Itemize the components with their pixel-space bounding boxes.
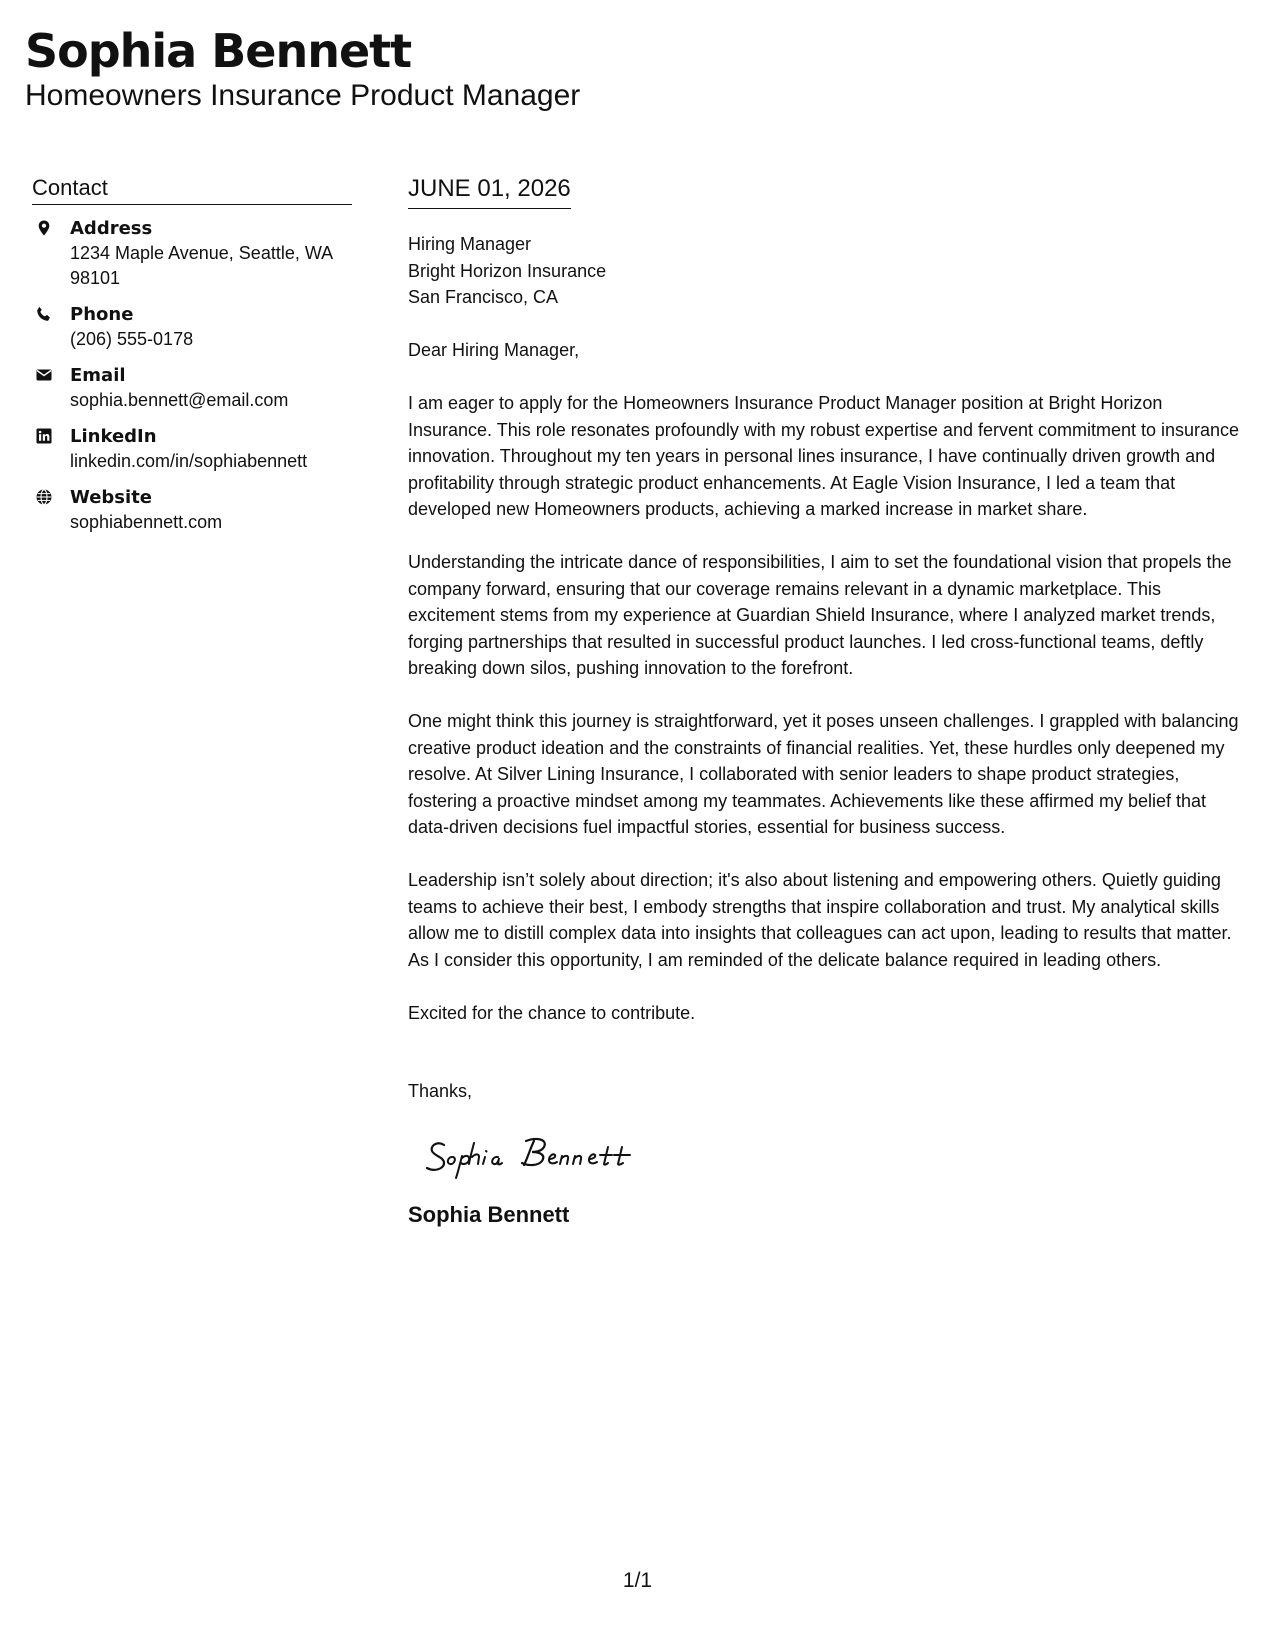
letter-body [408, 174, 1248, 1229]
contact-address [32, 217, 352, 291]
contact-label-phone: Phone [70, 304, 134, 325]
letter-date: JUNE 01, 2026 [408, 174, 571, 209]
document-header [25, 22, 580, 114]
linkedin-icon [35, 427, 53, 445]
contact-sidebar [32, 174, 352, 547]
contact-label-linkedin: LinkedIn [70, 426, 157, 447]
applicant-title: Homeowners Insurance Product Manager [25, 79, 581, 112]
phone-icon [35, 305, 53, 323]
contact-linkedin [32, 425, 352, 474]
globe-icon [35, 488, 53, 506]
contact-label-email: Email [70, 365, 126, 386]
recipient-line: Hiring Manager [408, 234, 532, 254]
letter-paragraph: I am eager to apply for the Homeowners Insurance Product Manager position at Bright Horizon Insurance. This role resonates profoundly with my robust expertise and fervent commitment to insurance innovation. Throughout my ten years in personal lines insurance, I have continually driven growth and profitability through strategic product enhancements. At Eagle Vision Insurance, I led a team that developed new Homeowners products, achieving a marked increase in market share. [408, 393, 1240, 519]
envelope-icon [35, 366, 53, 384]
map-marker-icon [35, 219, 53, 237]
contact-value-email: sophia.bennett@email.com [70, 390, 289, 410]
contact-heading: Contact [32, 174, 352, 205]
contact-website [32, 486, 352, 535]
letter-closing-line: Excited for the chance to contribute. [408, 1002, 696, 1023]
letter-paragraph: Understanding the intricate dance of responsibilities, I aim to set the foundational vision that propels the company forward, ensuring that our coverage remains relevant in a dynamic marketplace. This excitement stems from my experience at Guardian Shield Insurance, where I analyzed market trends, forging partnerships that resulted in successful product launches. I led cross-functional teams, deftly breaking down silos, pushing innovation to the forefront. [408, 552, 1232, 678]
recipient-line: San Francisco, CA [408, 287, 559, 307]
letter-paragraph: One might think this journey is straightforward, yet it poses unseen challenges. I grappled with balancing creative product ideation and the constraints of financial realities. Yet, these hurdles only deepened my resolve. At Silver Lining Insurance, I collaborated with senior leaders to shape product strategies, fostering a proactive mindset among my teammates. Achievements like these affirmed my belief that data-driven decisions fuel impactful stories, essential for business success. [408, 711, 1239, 837]
contact-value-linkedin: linkedin.com/in/sophiabennett [70, 451, 308, 471]
contact-label-address: Address [70, 218, 153, 239]
contact-phone [32, 303, 352, 352]
recipient-line: Bright Horizon Insurance [408, 260, 607, 281]
handwritten-signature [422, 1123, 662, 1183]
contact-value-address: 1234 Maple Avenue, Seattle, WA 98101 [70, 243, 333, 288]
contact-email [32, 364, 352, 413]
contact-value-website: sophiabennett.com [70, 512, 223, 532]
recipient-block [408, 231, 1248, 311]
signer-name: Sophia Bennett [408, 1201, 570, 1227]
contact-label-website: Website [70, 487, 153, 508]
applicant-name: Sophia Bennett [25, 24, 412, 78]
letter-paragraph: Leadership isn’t solely about direction; it's also about listening and empowering others. Quietly guiding teams to achieve their best, I embody strengths that inspire collaboration and trust. My analytical skills allow me to distill complex data into insights that colleagues can act upon, leading to results that matter. As I consider this opportunity, I am reminded of the delicate balance required in leading others. [408, 870, 1232, 970]
letter-greeting: Dear Hiring Manager, [408, 340, 580, 360]
page-number: 1/1 [622, 1569, 653, 1592]
contact-value-phone: (206) 555-0178 [70, 329, 194, 349]
letter-signoff: Thanks, [408, 1081, 473, 1101]
